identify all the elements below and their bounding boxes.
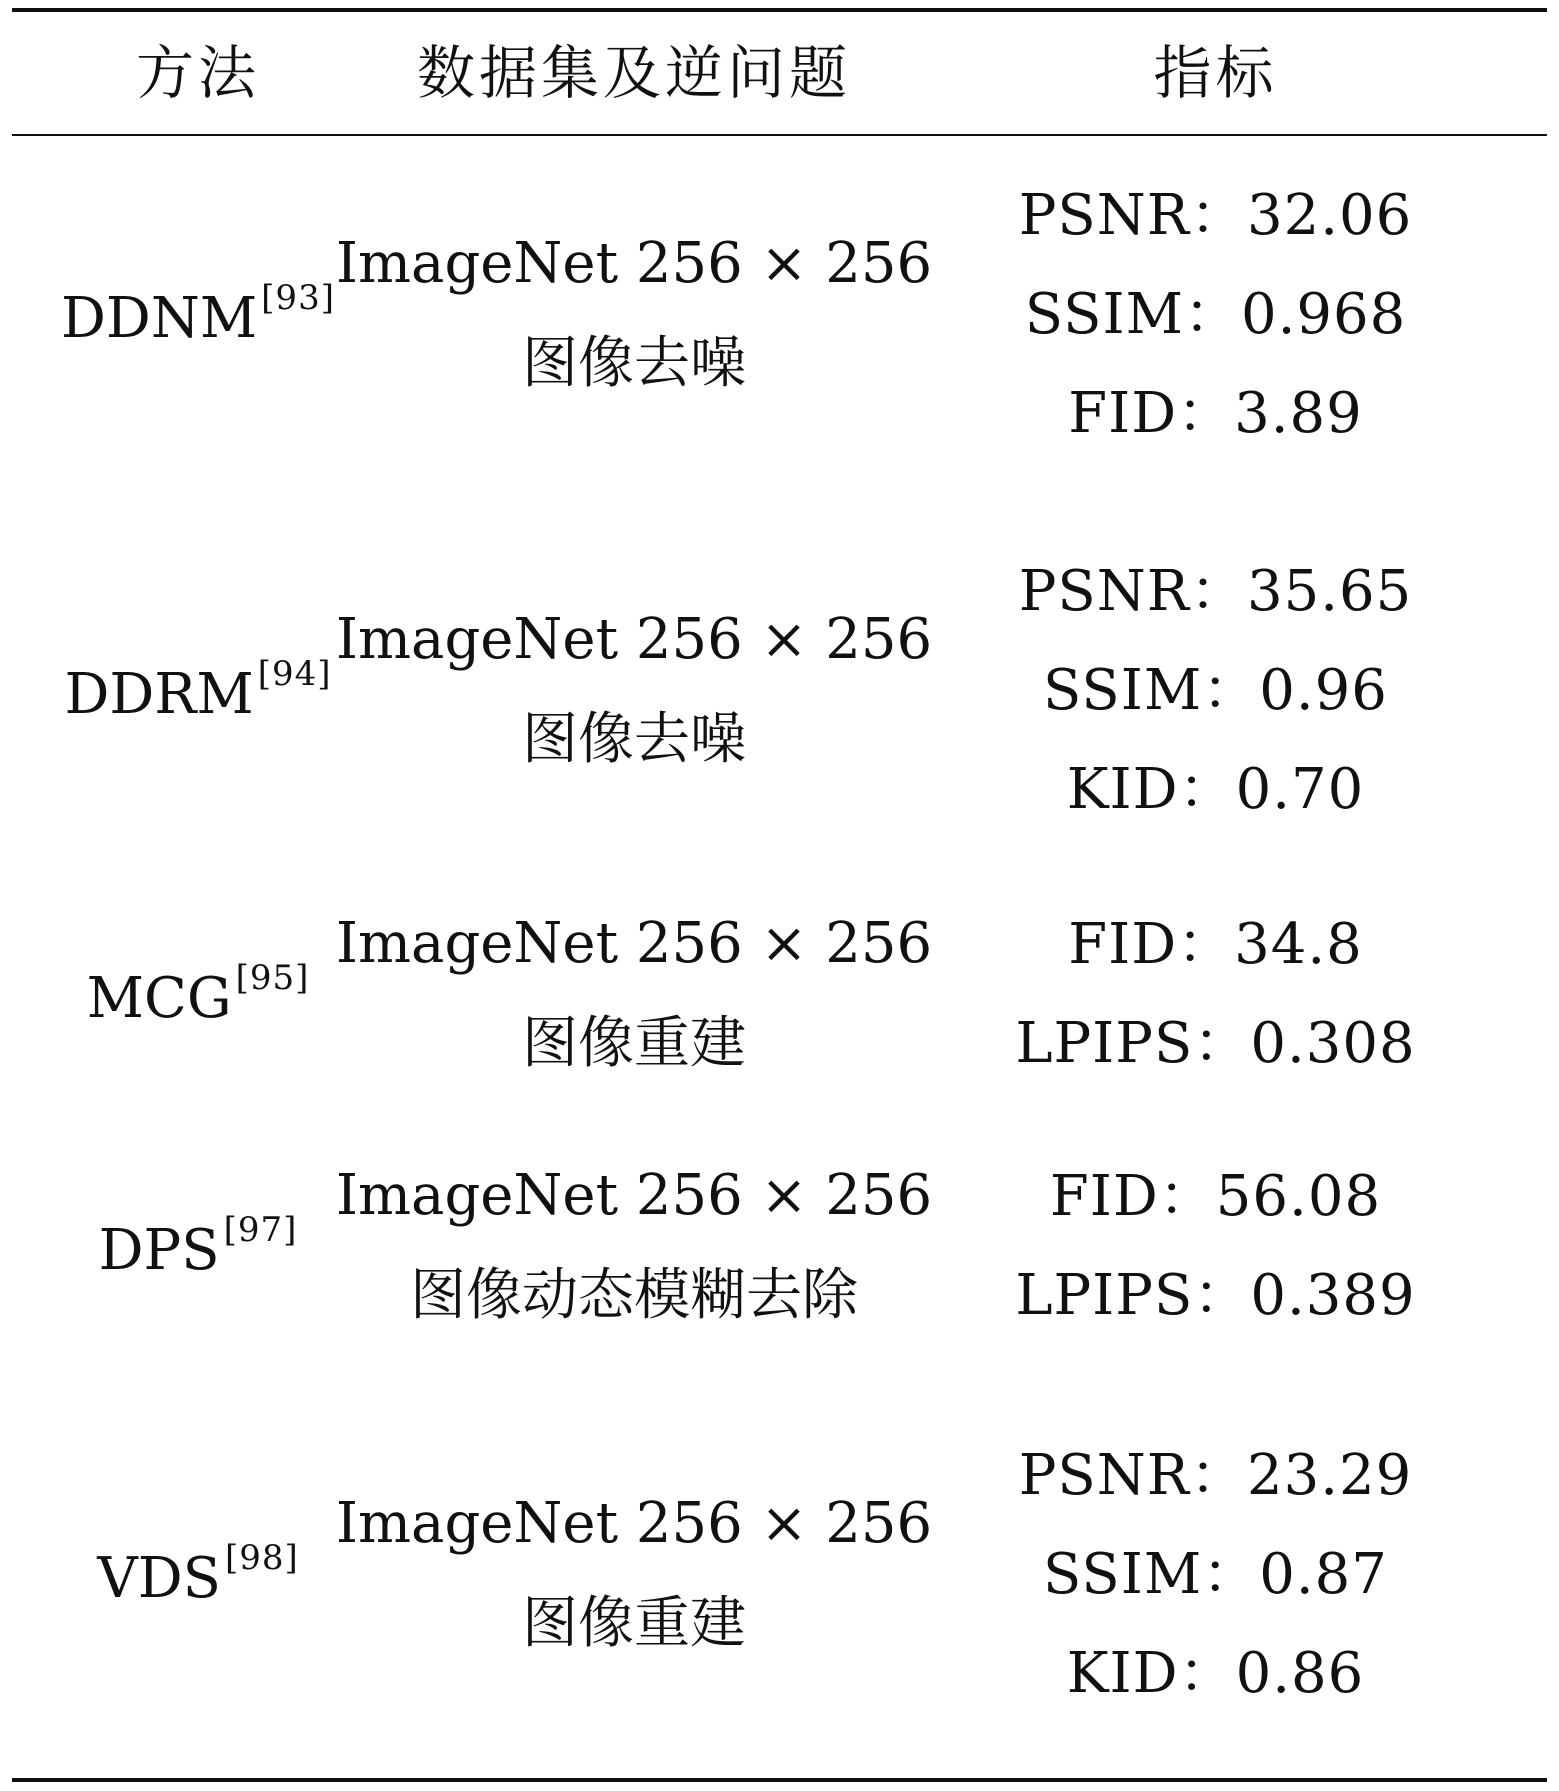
dataset-cell bbox=[335, 1136, 933, 1356]
table-row bbox=[12, 522, 1547, 858]
dataset-cell bbox=[335, 522, 933, 858]
metric-cell bbox=[884, 1406, 1547, 1742]
table-row bbox=[12, 1136, 1547, 1356]
dataset-name: ImageNet 256 × 256 bbox=[335, 1163, 933, 1228]
dataset-name: ImageNet 256 × 256 bbox=[335, 607, 933, 672]
metric-value: FID：56.08 bbox=[1049, 1164, 1382, 1229]
table-row bbox=[12, 884, 1547, 1104]
metric-value: PSNR：32.06 bbox=[1018, 182, 1413, 248]
header-method: 方法 bbox=[135, 39, 260, 107]
metric-value: FID：3.89 bbox=[1068, 380, 1363, 446]
header-metric-cell bbox=[884, 12, 1547, 134]
method-cell bbox=[12, 1136, 384, 1356]
table-header-rule bbox=[12, 134, 1547, 136]
table-row bbox=[12, 1406, 1547, 1742]
citation-ref: [95] bbox=[235, 958, 310, 998]
table-row bbox=[12, 146, 1547, 482]
method-cell bbox=[12, 522, 384, 858]
method-name: MCG [95] bbox=[86, 958, 310, 1031]
dataset-cell bbox=[335, 1406, 933, 1742]
inverse-problem: 图像重建 bbox=[522, 1011, 746, 1076]
method-name: DPS [97] bbox=[98, 1210, 298, 1283]
dataset-name: ImageNet 256 × 256 bbox=[335, 231, 933, 296]
citation-ref: [93] bbox=[261, 278, 335, 318]
header-method-cell bbox=[12, 12, 384, 134]
metric-value: KID：0.86 bbox=[1066, 1640, 1365, 1706]
citation-ref: [98] bbox=[224, 1538, 299, 1578]
metric-value: LPIPS：0.308 bbox=[1015, 1011, 1416, 1076]
metric-value: PSNR：23.29 bbox=[1018, 1442, 1413, 1508]
method-cell bbox=[12, 884, 384, 1104]
dataset-name: ImageNet 256 × 256 bbox=[335, 911, 933, 976]
dataset-cell bbox=[335, 884, 933, 1104]
method-name: VDS [98] bbox=[97, 1538, 299, 1611]
dataset-name: ImageNet 256 × 256 bbox=[335, 1491, 933, 1556]
metric-value: PSNR：35.65 bbox=[1018, 558, 1413, 624]
inverse-problem: 图像动态模糊去除 bbox=[410, 1263, 858, 1328]
metric-value: KID：0.70 bbox=[1066, 756, 1365, 822]
header-dataset: 数据集及逆问题 bbox=[416, 39, 851, 107]
citation-ref: [94] bbox=[257, 654, 332, 694]
method-cell bbox=[12, 1406, 384, 1742]
inverse-problem: 图像去噪 bbox=[522, 707, 746, 772]
metric-cell bbox=[884, 1136, 1547, 1356]
method-name: DDNM [93] bbox=[61, 278, 335, 351]
dataset-cell bbox=[335, 146, 933, 482]
method-name: DDRM [94] bbox=[64, 654, 332, 727]
metric-cell bbox=[884, 522, 1547, 858]
citation-ref: [97] bbox=[223, 1210, 298, 1250]
metric-value: LPIPS：0.389 bbox=[1015, 1263, 1416, 1328]
table-bottom-rule bbox=[12, 1778, 1547, 1782]
metric-value: FID：34.8 bbox=[1068, 912, 1363, 977]
method-cell bbox=[12, 146, 384, 482]
results-table bbox=[12, 8, 1547, 1783]
header-dataset-cell bbox=[384, 12, 884, 134]
inverse-problem: 图像重建 bbox=[522, 1591, 746, 1656]
header-metric: 指标 bbox=[1153, 39, 1278, 107]
table-header bbox=[12, 12, 1547, 134]
metric-value: SSIM：0.968 bbox=[1024, 281, 1407, 347]
metric-value: SSIM：0.87 bbox=[1043, 1541, 1388, 1607]
inverse-problem: 图像去噪 bbox=[522, 331, 746, 396]
metric-cell bbox=[884, 146, 1547, 482]
metric-cell bbox=[884, 884, 1547, 1104]
metric-value: SSIM：0.96 bbox=[1043, 657, 1388, 723]
